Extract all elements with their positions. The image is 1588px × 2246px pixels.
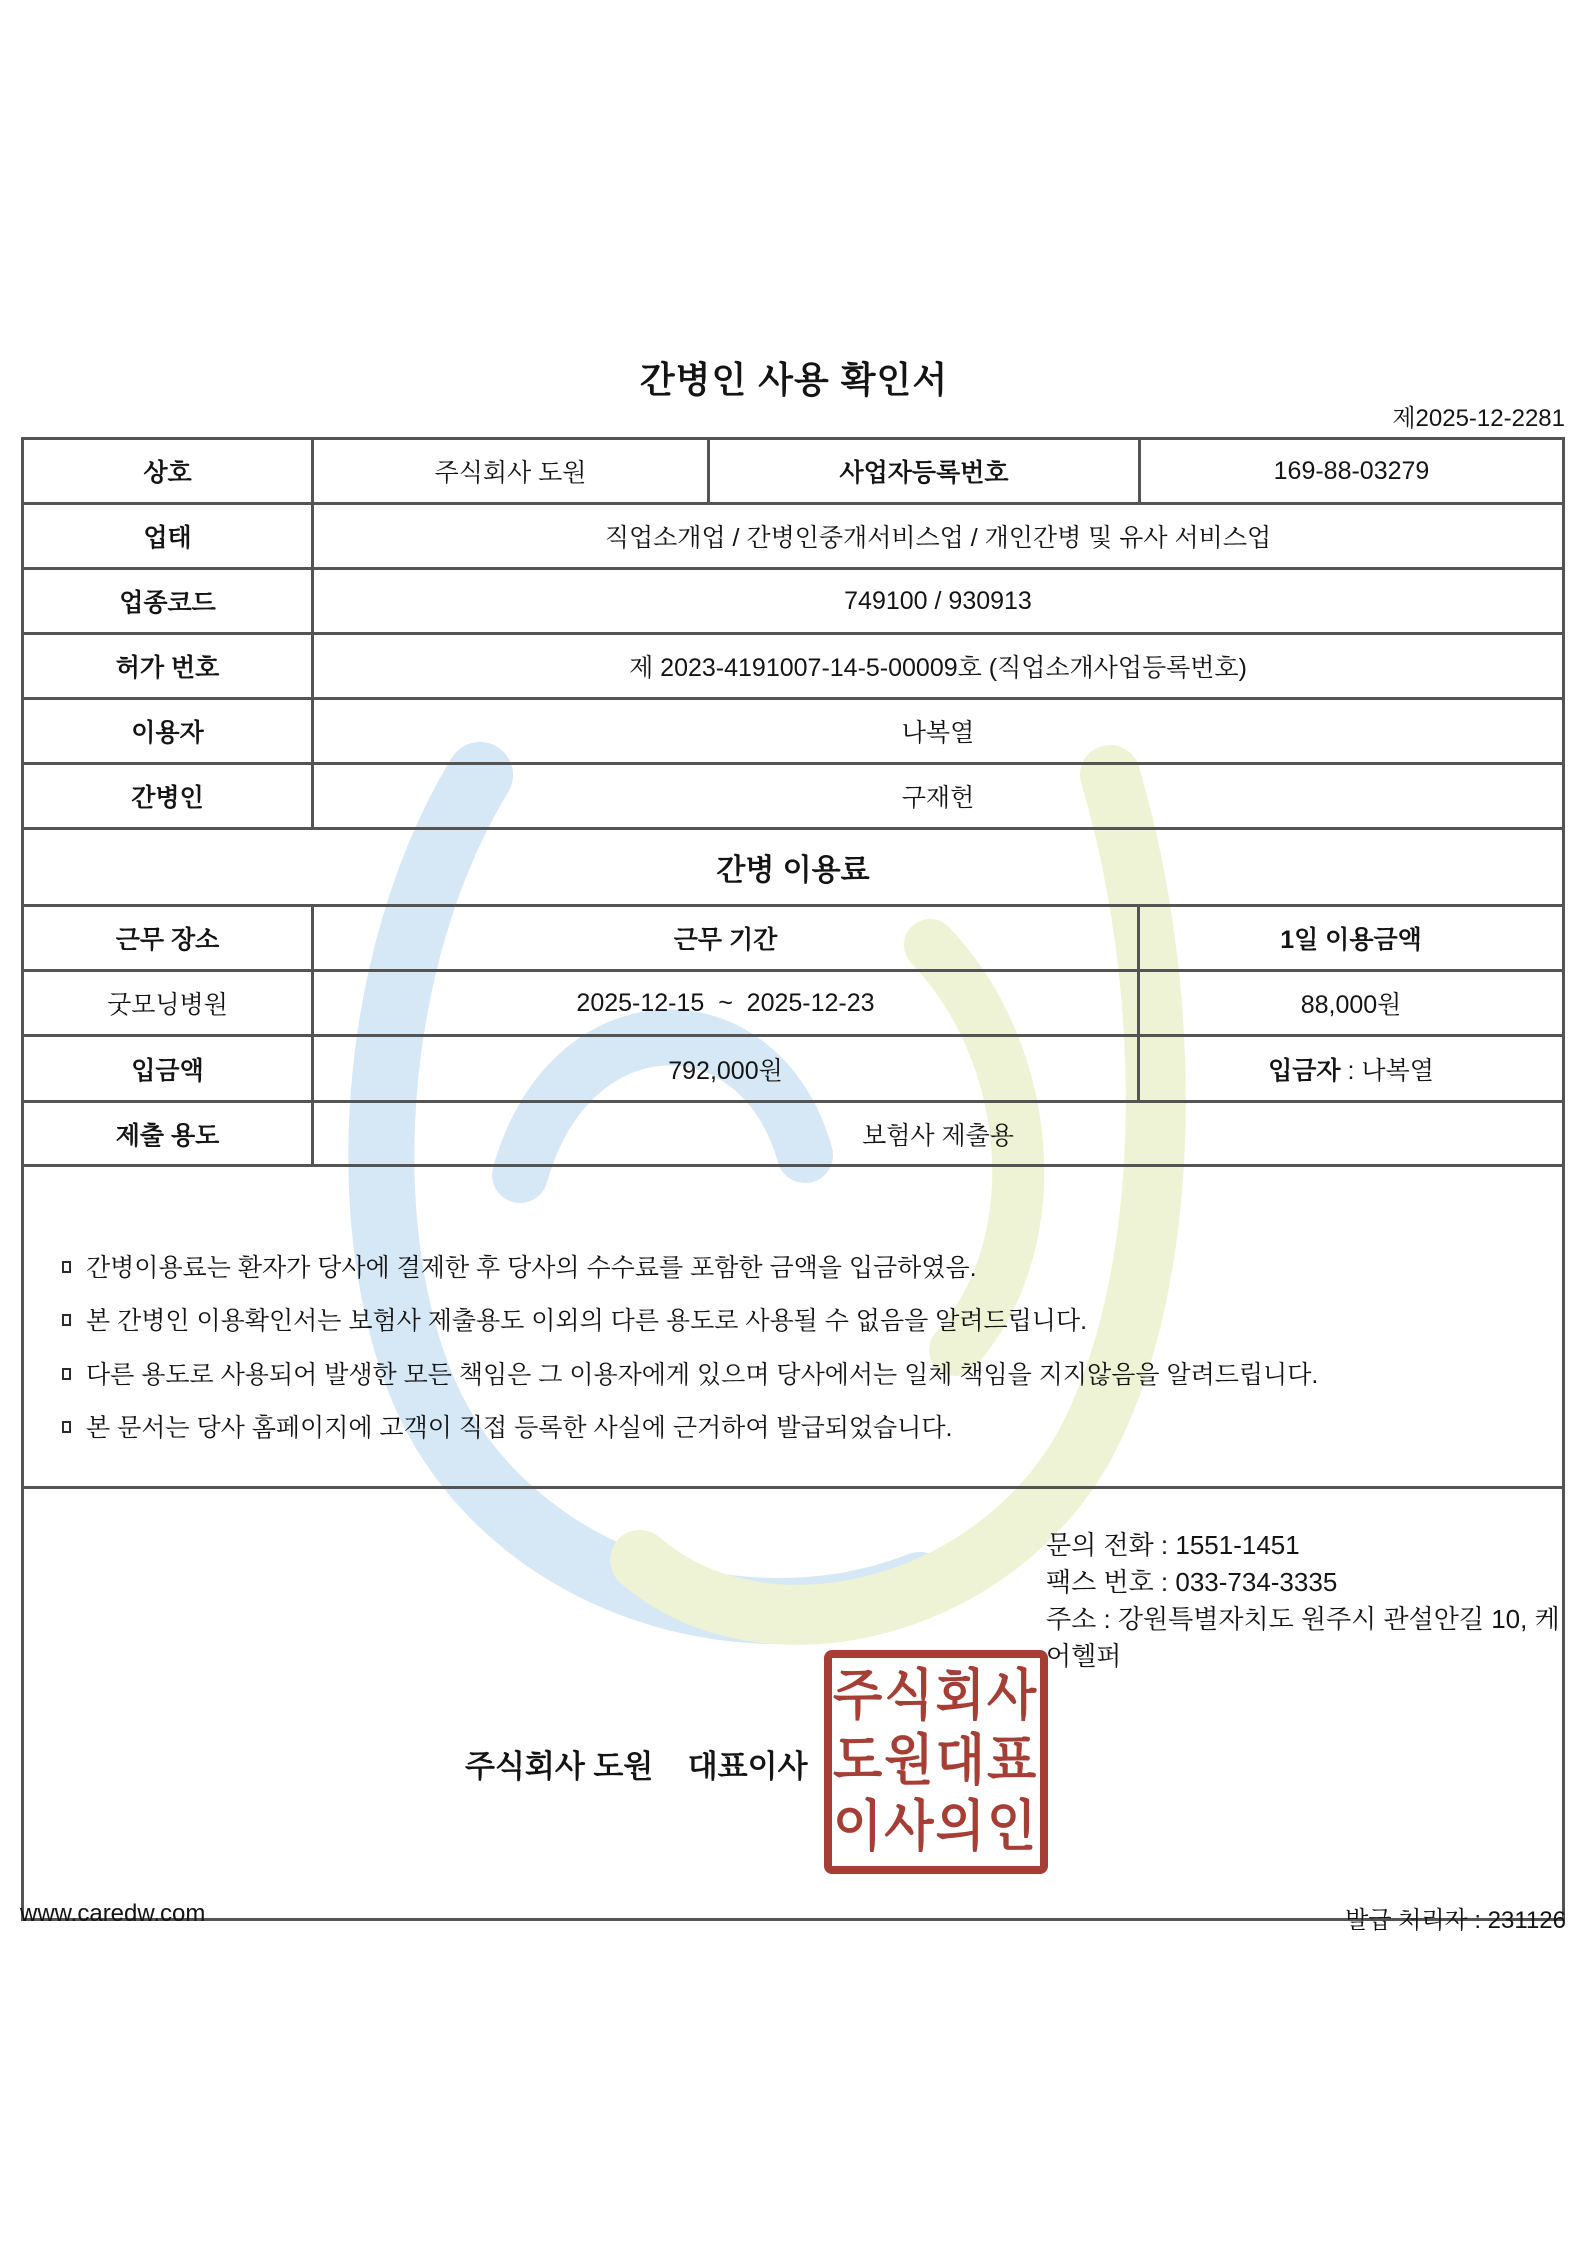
page-title: 간병인 사용 확인서 xyxy=(639,359,949,400)
table-row-user xyxy=(24,697,1562,762)
industry-code-label: 업종코드 xyxy=(119,589,216,617)
confirmation-table xyxy=(21,437,1565,1921)
fee-column-header-row xyxy=(24,904,1562,969)
note-item xyxy=(62,1413,1532,1444)
fee-data-row xyxy=(24,969,1562,1034)
signature-block xyxy=(24,1489,1562,1918)
seal-text-line: 도원대표 xyxy=(833,1731,1039,1792)
work-period-value: 2025-12-15 ~ 2025-12-23 xyxy=(311,972,1137,1034)
daily-fee-value: 88,000원 xyxy=(1137,972,1562,1034)
table-row-permit-no xyxy=(24,632,1562,697)
caregiver-value: 구재헌 xyxy=(311,765,1562,827)
note-text: 본 문서는 당사 홈페이지에 고객이 직접 등록한 사실에 근거하여 발급되었습니다. xyxy=(86,1413,953,1442)
purpose-value: 보험사 제출용 xyxy=(311,1103,1562,1164)
note-text: 간병이용료는 환자가 당사에 결제한 후 당사의 수수료를 포함한 금액을 입금하였음. xyxy=(86,1254,977,1282)
table-row-caregiver xyxy=(24,762,1562,827)
user-label: 이용자 xyxy=(131,719,204,747)
purpose-label: 제출 용도 xyxy=(115,1121,220,1150)
note-item xyxy=(62,1360,1532,1391)
contact-phone: 문의 전화 : 1551-1451 xyxy=(1046,1530,1300,1560)
daily-fee-header: 1일 이용금액 xyxy=(1137,907,1562,969)
business-type-label: 업태 xyxy=(143,524,192,552)
deposit-row xyxy=(24,1034,1562,1100)
bullet-square-icon xyxy=(62,1314,71,1326)
business-reg-no-label: 사업자등록번호 xyxy=(707,440,1138,502)
signature-row xyxy=(24,1486,1562,1918)
document-number: 제2025-12-2281 xyxy=(1392,405,1565,432)
table-row-business-type xyxy=(24,502,1562,567)
contact-fax: 팩스 번호 : 033-734-3335 xyxy=(1046,1567,1338,1597)
deposit-amount: 792,000원 xyxy=(311,1037,1137,1100)
contact-info xyxy=(1046,1527,1562,1675)
seal-text-line: 이사의인 xyxy=(833,1796,1039,1857)
bullet-square-icon xyxy=(62,1421,71,1433)
corporate-seal-stamp xyxy=(824,1650,1048,1874)
permit-no-label: 허가 번호 xyxy=(115,654,220,682)
deposit-label: 입금액 xyxy=(131,1056,204,1085)
fee-section-header-row xyxy=(24,827,1562,904)
industry-code-value: 749100 / 930913 xyxy=(311,570,1562,632)
table-row-company xyxy=(24,440,1562,502)
depositor-name: : 나복열 xyxy=(1340,1056,1434,1085)
company-ceo-line: 주식회사 도원 대표이사 xyxy=(465,1749,808,1784)
user-value: 나복열 xyxy=(311,700,1562,762)
permit-no-value: 제 2023-4191007-14-5-00009호 (직업소개사업등록번호) xyxy=(311,635,1562,697)
depositor-label: 입금자 xyxy=(1268,1056,1341,1085)
fee-section-title: 간병 이용료 xyxy=(716,854,870,887)
depositor-cell xyxy=(1137,1037,1562,1100)
work-period-header: 근무 기간 xyxy=(311,907,1137,969)
work-place-header: 근무 장소 xyxy=(115,926,220,954)
website-url: www.caredw.com xyxy=(20,1900,206,1927)
company-name-label: 상호 xyxy=(143,459,192,487)
note-text: 다른 용도로 사용되어 발생한 모든 책임은 그 이용자에게 있으며 당사에서는 일체 책임을 지지않음을 알려드립니다. xyxy=(86,1360,1319,1389)
company-name-value: 주식회사 도원 xyxy=(311,440,707,502)
work-place-value: 굿모닝병원 xyxy=(107,991,228,1019)
contact-address: 주소 : 강원특별자치도 원주시 관설안길 10, 케어헬퍼 xyxy=(1046,1604,1560,1671)
note-text: 본 간병인 이용확인서는 보험사 제출용도 이외의 다른 용도로 사용될 수 없음을 알려드립니다. xyxy=(86,1307,1088,1336)
business-type-value: 직업소개업 / 간병인중개서비스업 / 개인간병 및 유사 서비스업 xyxy=(311,505,1562,567)
seal-text-line: 주식회사 xyxy=(833,1665,1039,1727)
issue-handler: 발급 처리자 : 231126 xyxy=(1345,1907,1566,1934)
purpose-row xyxy=(24,1100,1562,1164)
business-reg-no-value: 169-88-03279 xyxy=(1138,440,1562,502)
notes-row xyxy=(24,1164,1562,1486)
notes-block xyxy=(24,1167,1562,1486)
caregiver-label: 간병인 xyxy=(131,784,204,812)
note-item xyxy=(62,1306,1532,1337)
table-row-industry-code xyxy=(24,567,1562,632)
note-item xyxy=(62,1253,1532,1284)
bullet-square-icon xyxy=(62,1261,71,1273)
bullet-square-icon xyxy=(62,1368,71,1380)
